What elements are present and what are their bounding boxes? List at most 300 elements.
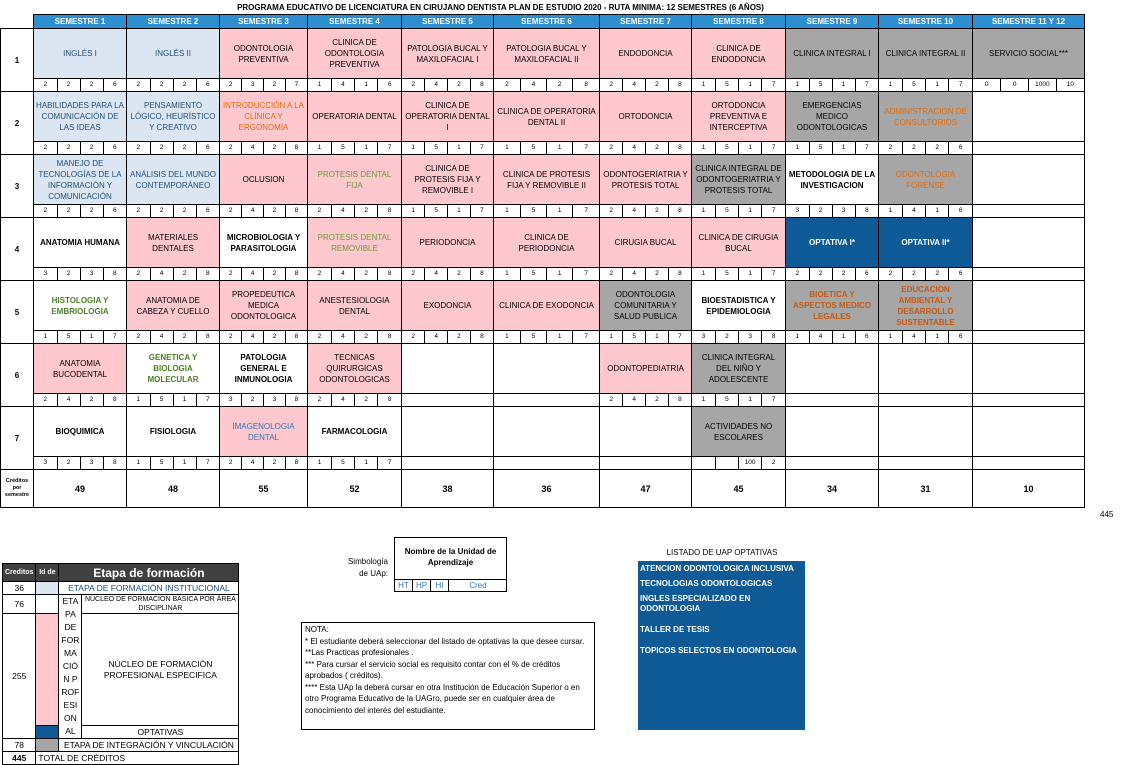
credit-total: 8 — [480, 81, 484, 88]
semester-header: SEMESTRE 11 Y 12 — [973, 15, 1085, 29]
credit-hp: 2 — [150, 79, 173, 91]
credit-hp: 5 — [902, 79, 925, 91]
credit-total: 7 — [771, 144, 776, 151]
credit-total: 7 — [864, 81, 869, 88]
credit-ht: 2 — [127, 79, 150, 91]
subject-cell: ANATOMIA DE CABEZA Y CUELLO — [127, 281, 220, 331]
credit-cell — [973, 457, 1085, 470]
credit-ht: 2 — [308, 331, 331, 343]
credit-total: 7 — [387, 459, 392, 466]
row-number: 6 — [1, 344, 34, 407]
subject-cell: ENDODONCIA — [600, 29, 692, 79]
credit-cell — [402, 268, 494, 281]
elective-item: TALLER DE TESIS — [640, 625, 710, 634]
credit-total: 8 — [864, 207, 869, 214]
credit-hi: 2 — [264, 331, 286, 343]
credit-ht: 3 — [692, 331, 715, 343]
credit-cell — [692, 457, 786, 470]
credit-ht: 1 — [692, 268, 715, 280]
subject-cell: OCLUSION — [220, 155, 308, 205]
curriculum-grid — [0, 14, 1085, 508]
credit-cell — [494, 79, 600, 92]
legend-label-profesional: NÚCLEO DE FORMACIÓN PROFESIONAL ESPECIFICA — [82, 614, 239, 726]
semester-header: SEMESTRE 5 — [402, 15, 494, 29]
credit-hi: 100 — [739, 457, 762, 469]
credit-cell — [220, 268, 308, 281]
subject-cell: PROTESIS DENTAL FIJA — [308, 155, 402, 205]
credit-total: 8 — [112, 459, 117, 466]
credit-hp: 2 — [150, 142, 173, 154]
credit-total: 8 — [294, 144, 299, 151]
credit-cell — [34, 142, 127, 155]
credit-hp: 4 — [150, 268, 173, 280]
credit-hp: 2 — [809, 268, 832, 280]
credit-hi: 2 — [646, 142, 669, 154]
credit-ht: 1 — [786, 331, 809, 343]
subject-cell: INTRODUCCIÓN A LA CLÍNICA Y ERGONOMÍA — [220, 92, 308, 142]
subject-row — [1, 29, 1085, 79]
legend-id-header: Id de — [36, 564, 59, 582]
subject-cell: CLINICA DE ODONTOLOGIA PREVENTIVA — [308, 29, 402, 79]
credit-cell — [220, 394, 308, 407]
subject-cell: ODONTOGERIATRIA Y PROTESIS TOTAL — [600, 155, 692, 205]
subject-row — [1, 407, 1085, 457]
credit-cell — [973, 268, 1085, 281]
credit-cell — [34, 457, 127, 470]
semester-total: 55 — [220, 470, 308, 508]
elective-item: TOPICOS SELECTOS EN ODONTOLOGIA — [640, 646, 797, 655]
credit-hp: 4 — [425, 331, 448, 343]
credit-ht: 1 — [494, 205, 520, 217]
credit-cell — [600, 394, 692, 407]
subject-cell: ORTODONCIA — [600, 92, 692, 142]
subject-cell: ODONTOLOGIA PREVENTIVA — [220, 29, 308, 79]
credit-total: 6 — [112, 144, 117, 151]
credit-total: 7 — [584, 333, 588, 340]
credit-cell — [786, 457, 879, 470]
credit-total: 8 — [112, 270, 117, 277]
credit-hp: 5 — [809, 79, 832, 91]
credit-hi: 2 — [264, 268, 286, 280]
credit-hi: 2 — [926, 268, 949, 280]
credit-cell — [973, 79, 1085, 92]
subject-cell: ODONTOLOGIA FORENSE — [879, 155, 973, 205]
totals-row — [1, 470, 1085, 508]
credit-hp: 2 — [57, 457, 80, 469]
credits-row — [1, 457, 1085, 470]
credit-ht: 1 — [127, 457, 150, 469]
credit-hi: 2 — [173, 268, 196, 280]
credit-hp: 5 — [623, 331, 646, 343]
credit-cell — [308, 79, 402, 92]
subject-cell: CLINICA DE ENDODONCIA — [692, 29, 786, 79]
credit-hi: 2 — [264, 79, 286, 91]
credit-hp: 4 — [331, 331, 354, 343]
credit-cell — [34, 205, 127, 218]
subject-cell: PROPEDEUTICA MEDICA ODONTOLOGICA — [220, 281, 308, 331]
semester-total: 49 — [34, 470, 127, 508]
credit-cell — [692, 331, 786, 344]
credit-hi: 2 — [355, 331, 378, 343]
credit-ht: 2 — [600, 79, 623, 91]
subject-cell: INGLÉS I — [34, 29, 127, 79]
credit-ht: 2 — [220, 331, 242, 343]
credit-ht: 2 — [220, 142, 242, 154]
credit-hp: 4 — [331, 394, 354, 406]
semester-header: SEMESTRE 7 — [600, 15, 692, 29]
credits-row — [1, 205, 1085, 218]
subject-cell: CLINICA DE PROTESIS FIJA Y REMOVIBLE I — [402, 155, 494, 205]
subject-cell: CLINICA DE PROTESIS FIJA Y REMOVIBLE II — [494, 155, 600, 205]
legend-swatch-basica — [36, 595, 59, 614]
legend-swatch-integracion — [36, 739, 59, 752]
subject-cell: PATOLOGIA BUCAL Y MAXILOFACIAL II — [494, 29, 600, 79]
credit-hp: 4 — [902, 205, 925, 217]
semester-total: 52 — [308, 470, 402, 508]
subject-cell: ANATOMIA HUMANA — [34, 218, 127, 268]
credit-cell — [692, 79, 786, 92]
credit-total: 7 — [205, 459, 210, 466]
credit-ht: 2 — [308, 394, 331, 406]
credit-hi: 2 — [547, 79, 573, 91]
credit-cell — [692, 205, 786, 218]
credit-hp: 4 — [242, 142, 264, 154]
legend-credits-total: 445 — [3, 752, 36, 765]
credit-total: 8 — [480, 333, 484, 340]
credit-cell — [600, 142, 692, 155]
credit-cell — [786, 142, 879, 155]
credit-ht: 2 — [34, 205, 57, 217]
subject-row — [1, 218, 1085, 268]
credit-cell — [34, 394, 127, 407]
legend-credits-header: Creditos — [3, 564, 36, 582]
credit-hi: 2 — [80, 394, 103, 406]
credit-hi: 1 — [739, 79, 762, 91]
credit-ht: 2 — [308, 205, 331, 217]
subject-cell: OPTATIVA I* — [786, 218, 879, 268]
stage-legend — [2, 563, 239, 765]
credit-cell — [600, 205, 692, 218]
credit-ht: 3 — [786, 205, 809, 217]
subject-cell: MICROBIOLOGIA Y PARASITOLOGIA — [220, 218, 308, 268]
credit-hi: 1 — [739, 205, 762, 217]
semester-total: 10 — [973, 470, 1085, 508]
credit-ht: 2 — [494, 79, 520, 91]
legend-label-optativas: OPTATIVAS — [82, 726, 239, 739]
credit-total: 8 — [112, 396, 117, 403]
symbology-hi: HI — [431, 580, 449, 591]
credit-hp: 4 — [520, 79, 546, 91]
credit-ht: 1 — [402, 142, 425, 154]
subject-cell: GENETICA Y BIOLOGIA MOLECULAR — [127, 344, 220, 394]
credit-hp: 4 — [623, 205, 646, 217]
credit-total: 6 — [864, 270, 869, 277]
credit-total: 2 — [771, 459, 776, 466]
subject-cell: HABILIDADES PARA LA COMUNICACIÓN DE LAS IDEAS — [34, 92, 127, 142]
credit-hp: 5 — [809, 142, 832, 154]
credit-total: 7 — [771, 81, 776, 88]
credit-hi: 1 — [173, 457, 196, 469]
credit-total: 8 — [294, 333, 299, 340]
credit-cell — [127, 331, 220, 344]
credit-hi: 2 — [646, 394, 669, 406]
semester-total: 48 — [127, 470, 220, 508]
credit-total: 8 — [205, 333, 210, 340]
credit-ht: 2 — [402, 268, 425, 280]
credit-hi: 1 — [547, 331, 573, 343]
empty-cell — [402, 344, 494, 394]
credit-hi: 1 — [547, 205, 573, 217]
credit-hp: 4 — [623, 268, 646, 280]
credit-ht: 2 — [34, 394, 57, 406]
credit-hp: 2 — [57, 205, 80, 217]
credit-hp: 5 — [425, 142, 448, 154]
credit-ht: 2 — [220, 268, 242, 280]
subject-cell: CLINICA INTEGRAL DEL NIÑO Y ADOLESCENTE — [692, 344, 786, 394]
legend-stage-header: Etapa de formación — [59, 564, 239, 582]
semester-header: SEMESTRE 2 — [127, 15, 220, 29]
subject-cell: OPERATORIA DENTAL — [308, 92, 402, 142]
credit-ht: 2 — [600, 394, 623, 406]
credit-total: 7 — [205, 396, 210, 403]
credit-ht: 1 — [308, 142, 331, 154]
credit-cell — [879, 142, 973, 155]
credit-hi: 1 — [173, 394, 196, 406]
row-number: 2 — [1, 92, 34, 155]
credit-total: 7 — [584, 270, 588, 277]
empty-cell — [973, 218, 1085, 268]
empty-cell — [973, 155, 1085, 205]
credit-hp: 4 — [809, 331, 832, 343]
credit-cell — [879, 457, 973, 470]
credit-hi: 2 — [832, 268, 855, 280]
subject-cell: CLINICA INTEGRAL II — [879, 29, 973, 79]
credit-ht: 1 — [692, 79, 715, 91]
subject-cell: CLINICA DE OPERATORIA DENTAL I — [402, 92, 494, 142]
credit-total: 7 — [771, 396, 776, 403]
credit-hp: 4 — [902, 331, 925, 343]
credit-ht: 1 — [879, 79, 902, 91]
electives-title: LISTADO DE UAP OPTATIVAS — [666, 548, 778, 557]
credit-cell — [879, 268, 973, 281]
credit-cell — [786, 394, 879, 407]
credit-cell — [692, 268, 786, 281]
credit-hi: 2 — [173, 331, 196, 343]
subject-cell: ORTODONCIA PREVENTIVA E INTERCEPTIVA — [692, 92, 786, 142]
legend-label-basica: NÚCLEO DE FORMACIÓN BÁSICA POR ÁREA DISCIPLINAR — [82, 595, 239, 614]
symbology-hp: HP — [413, 580, 431, 591]
credit-total: 8 — [678, 81, 682, 88]
credit-cell — [402, 394, 494, 407]
credit-total: 7 — [294, 81, 299, 88]
credit-hp: 4 — [331, 79, 354, 91]
legend-swatch-profesional — [36, 614, 59, 726]
empty-cell — [973, 344, 1085, 394]
semester-total: 34 — [786, 470, 879, 508]
legend-credits-profesional: 255 — [3, 614, 36, 739]
credit-total: 6 — [112, 81, 117, 88]
empty-cell — [879, 407, 973, 457]
page-title: PROGRAMA EDUCATIVO DE LICENCIATURA EN CIRUJANO DENTISTA PLAN DE ESTUDIO 2020 - RUTA MINIMA: 12 SEMESTRES (6 AÑOS) — [237, 3, 764, 12]
credits-row — [1, 142, 1085, 155]
credit-ht: 2 — [34, 79, 57, 91]
subject-cell: ANESTESIOLOGIA DENTAL — [308, 281, 402, 331]
credit-ht: 1 — [692, 394, 715, 406]
credit-hp: 5 — [331, 142, 354, 154]
credit-hp: 5 — [150, 457, 173, 469]
subject-cell: PROTESIS DENTAL REMOVIBLE — [308, 218, 402, 268]
empty-cell — [786, 344, 879, 394]
credit-hp: 5 — [715, 268, 738, 280]
credit-hp: 2 — [57, 79, 80, 91]
credit-hp: 0 — [1001, 79, 1029, 91]
subject-cell: CLINICA DE OPERATORIA DENTAL II — [494, 92, 600, 142]
credit-hi: 1 — [739, 394, 762, 406]
credit-cell — [402, 457, 494, 470]
credit-total: 10 — [1066, 81, 1074, 88]
credit-cell — [786, 79, 879, 92]
subject-cell: OPTATIVA II* — [879, 218, 973, 268]
credit-cell — [973, 142, 1085, 155]
credit-cell — [127, 205, 220, 218]
credit-hi: 1 — [926, 205, 949, 217]
credit-cell — [973, 205, 1085, 218]
credit-hp: 2 — [57, 268, 80, 280]
subject-cell: PENSAMIENTO LÓGICO, HEURÍSTICO Y CREATIVO — [127, 92, 220, 142]
credit-ht: 2 — [127, 268, 150, 280]
semester-header: SEMESTRE 1 — [34, 15, 127, 29]
credit-hi: 3 — [739, 331, 762, 343]
credit-ht: 3 — [220, 394, 242, 406]
notes-line-1: * El estudiante deberá seleccionar del listado de optativas la que desee cursar. **Las Practicas profesionales . — [305, 636, 585, 657]
credit-total: 7 — [112, 333, 117, 340]
credit-cell — [494, 457, 600, 470]
credit-cell — [127, 79, 220, 92]
credit-hp: 4 — [425, 268, 448, 280]
credit-total: 8 — [294, 459, 299, 466]
legend-label-integracion: ETAPA DE INTEGRACIÓN Y VINCULACIÓN — [59, 739, 239, 752]
credit-hi: 1 — [739, 268, 762, 280]
subject-cell: BIOQUIMICA — [34, 407, 127, 457]
subject-cell: EXODONCIA — [402, 281, 494, 331]
semester-total: 31 — [879, 470, 973, 508]
credit-hp: 2 — [150, 205, 173, 217]
subject-cell: CLINICA DE PERIODONCIA — [494, 218, 600, 268]
electives-list — [638, 561, 805, 730]
credit-cell — [308, 205, 402, 218]
credit-hi: 1 — [355, 79, 378, 91]
grand-total: 445 — [1100, 510, 1114, 519]
credit-cell — [220, 142, 308, 155]
credit-cell — [692, 142, 786, 155]
subject-cell: ODONTOLOGIA COMUNITARIA Y SALUD PUBLICA — [600, 281, 692, 331]
credit-hi: 2 — [80, 205, 103, 217]
credit-ht: 1 — [494, 142, 520, 154]
credit-hp: 4 — [623, 394, 646, 406]
notes-box — [301, 622, 595, 730]
subject-cell: CLINICA INTEGRAL DE ODONTOGERIATRIA Y PROTESIS TOTAL — [692, 155, 786, 205]
credit-hp: 3 — [242, 79, 264, 91]
credit-cell — [308, 394, 402, 407]
credit-hp: 4 — [57, 394, 80, 406]
credit-ht: 2 — [220, 457, 242, 469]
credit-total: 8 — [678, 144, 682, 151]
credit-total: 7 — [584, 207, 588, 214]
credit-total: 8 — [584, 81, 588, 88]
credit-cell — [127, 457, 220, 470]
credit-hi: 2 — [173, 79, 196, 91]
credit-hp: 4 — [623, 79, 646, 91]
credit-hi: 2 — [264, 142, 286, 154]
credit-ht: 2 — [220, 205, 242, 217]
credit-ht: 0 — [973, 79, 1001, 91]
credit-hp: 4 — [242, 268, 264, 280]
credit-ht: 1 — [308, 457, 331, 469]
credit-total: 6 — [958, 144, 963, 151]
credit-cell — [220, 79, 308, 92]
credit-cell — [494, 205, 600, 218]
credit-ht: 1 — [308, 79, 331, 91]
credits-row — [1, 268, 1085, 281]
credit-total: 6 — [205, 81, 210, 88]
credit-hi: 2 — [264, 205, 286, 217]
credit-hi: 1000 — [1029, 79, 1057, 91]
credit-hp: 4 — [242, 205, 264, 217]
credit-ht: 2 — [220, 79, 242, 91]
semester-total: 47 — [600, 470, 692, 508]
credit-hp: 2 — [715, 331, 738, 343]
credit-ht: 2 — [600, 205, 623, 217]
credit-ht: 1 — [402, 205, 425, 217]
credit-hp: 5 — [520, 268, 546, 280]
credit-total: 8 — [294, 270, 299, 277]
credit-hi: 2 — [646, 79, 669, 91]
credit-hi: 1 — [646, 331, 669, 343]
empty-cell — [879, 344, 973, 394]
credit-total: 6 — [205, 207, 210, 214]
credit-total: 8 — [387, 333, 392, 340]
subject-cell: ADMINISTRACION DE CONSULTORIOS — [879, 92, 973, 142]
credit-total: 7 — [771, 270, 776, 277]
credits-row — [1, 394, 1085, 407]
credit-hp: 5 — [520, 142, 546, 154]
credits-row — [1, 331, 1085, 344]
subject-cell: IMAGENOLOGIA DENTAL — [220, 407, 308, 457]
subject-row — [1, 344, 1085, 394]
subject-cell: SERVICIO SOCIAL*** — [973, 29, 1085, 79]
credit-total: 7 — [864, 144, 869, 151]
subject-cell: MANEJO DE TECNOLOGÍAS DE LA INFORMACIÓN Y COMUNICACIÓN — [34, 155, 127, 205]
subject-cell: MATERIALES DENTALES — [127, 218, 220, 268]
credit-total: 8 — [387, 207, 392, 214]
legend-label-total: TOTAL DE CRÉDITOS — [36, 752, 239, 765]
empty-cell — [786, 407, 879, 457]
credit-hp: 5 — [331, 457, 354, 469]
credit-hp: 2 — [902, 142, 925, 154]
subject-row — [1, 281, 1085, 331]
legend-credits-basica: 76 — [3, 595, 36, 614]
credit-hi: 2 — [926, 142, 949, 154]
subject-cell: ACTIVIDADES NO ESCOLARES — [692, 407, 786, 457]
credit-cell — [308, 331, 402, 344]
subject-cell: CLINICA INTEGRAL I — [786, 29, 879, 79]
credit-hp — [715, 457, 738, 469]
credit-hi: 2 — [80, 79, 103, 91]
credit-cell — [600, 268, 692, 281]
credit-ht: 1 — [879, 205, 902, 217]
credit-total: 8 — [678, 207, 682, 214]
credit-hi: 2 — [173, 142, 196, 154]
